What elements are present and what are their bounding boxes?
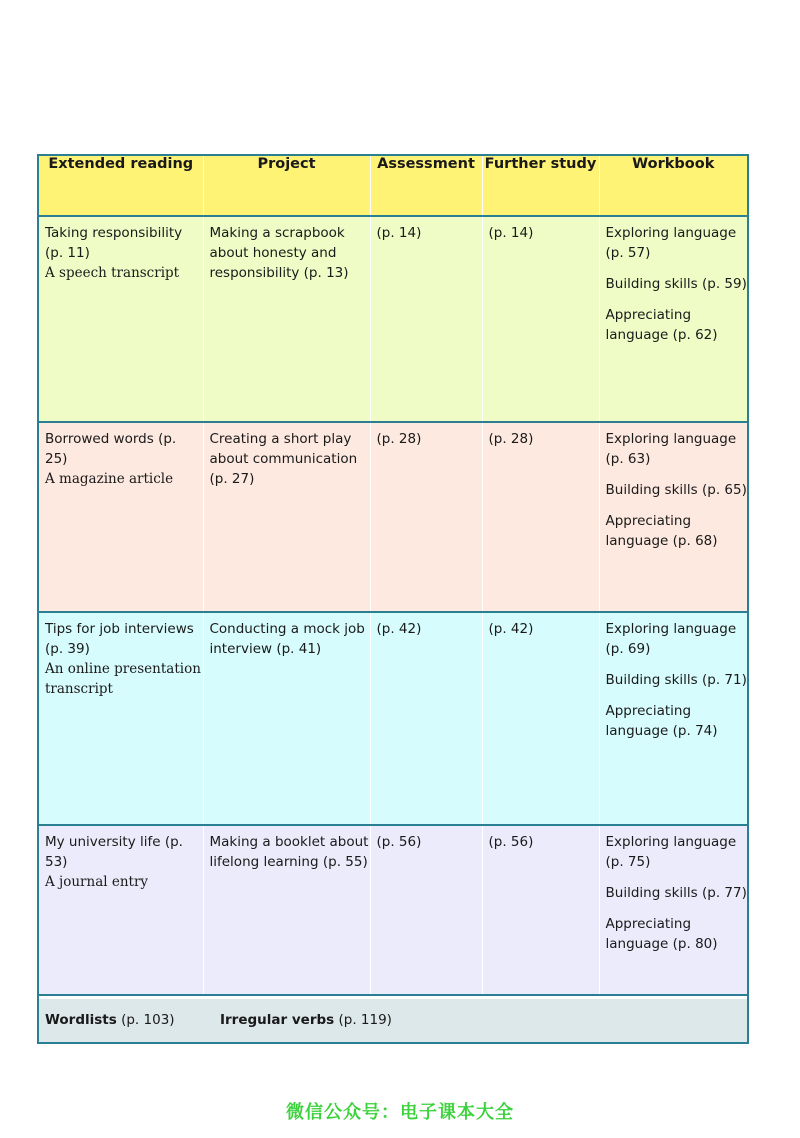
workbook-appreciating: Appreciating language (p. 62): [605, 307, 718, 343]
project-cell: [203, 612, 370, 825]
column-header-workbook: Workbook: [599, 156, 747, 216]
assessment-cell: [370, 422, 482, 612]
irregular-verbs-page: (p. 119): [338, 1012, 392, 1028]
further-study-cell: [482, 825, 599, 995]
reading-title: Borrowed words (p. 25): [45, 431, 177, 467]
contents-table: [39, 156, 747, 996]
column-header-assessment: Assessment: [370, 156, 482, 216]
assessment-page: (p. 28): [376, 431, 422, 447]
reading-type: An online presentation transcript: [45, 661, 201, 697]
workbook-building: Building skills (p. 59): [605, 276, 747, 292]
further-study-page: (p. 56): [488, 834, 534, 850]
workbook-appreciating: Appreciating language (p. 74): [605, 703, 718, 739]
reading-type: A speech transcript: [45, 265, 180, 281]
table-row: [39, 422, 747, 612]
workbook-cell: [599, 825, 747, 995]
further-study-page: (p. 28): [488, 431, 534, 447]
project-text: Making a scrapbook about honesty and responsibility (p. 13): [209, 225, 349, 281]
workbook-building: Building skills (p. 77): [605, 885, 747, 901]
assessment-cell: [370, 825, 482, 995]
project-cell: [203, 216, 370, 422]
reading-type: A magazine article: [45, 471, 174, 487]
table-row: [39, 216, 747, 422]
table-row: [39, 612, 747, 825]
contents-table-frame: [37, 154, 749, 1044]
workbook-exploring: Exploring language (p. 63): [605, 431, 737, 467]
workbook-exploring: Exploring language (p. 75): [605, 834, 737, 870]
project-text: Making a booklet about lifelong learning (p. 55): [209, 834, 369, 870]
watermark: 微信公众号：电子课本大全: [286, 1102, 514, 1123]
workbook-exploring: Exploring language (p. 57): [605, 225, 737, 261]
further-study-cell: [482, 216, 599, 422]
further-study-cell: [482, 422, 599, 612]
project-cell: [203, 422, 370, 612]
column-header-extended-reading: Extended reading: [39, 156, 203, 216]
workbook-cell: [599, 216, 747, 422]
extended-reading-cell: [39, 825, 203, 995]
extended-reading-cell: [39, 422, 203, 612]
further-study-page: (p. 14): [488, 225, 534, 241]
workbook-exploring: Exploring language (p. 69): [605, 621, 737, 657]
project-text: Creating a short play about communication (p. 27): [209, 431, 358, 487]
workbook-appreciating: Appreciating language (p. 80): [605, 916, 718, 952]
workbook-building: Building skills (p. 71): [605, 672, 747, 688]
irregular-verbs-label: Irregular verbs: [220, 1012, 335, 1028]
project-cell: [203, 825, 370, 995]
reading-title: Taking responsibility (p. 11): [45, 225, 183, 261]
extended-reading-cell: [39, 216, 203, 422]
wordlists-entry: [45, 999, 175, 1042]
assessment-cell: [370, 612, 482, 825]
assessment-page: (p. 56): [376, 834, 422, 850]
wordlists-label: Wordlists: [45, 1012, 117, 1028]
reading-title: My university life (p. 53): [45, 834, 183, 870]
column-header-project: Project: [203, 156, 370, 216]
assessment-page: (p. 14): [376, 225, 422, 241]
further-study-page: (p. 42): [488, 621, 534, 637]
workbook-cell: [599, 612, 747, 825]
assessment-page: (p. 42): [376, 621, 422, 637]
reading-title: Tips for job interviews (p. 39): [45, 621, 194, 657]
irregular-verbs-entry: [220, 999, 392, 1042]
wordlists-page: (p. 103): [121, 1012, 175, 1028]
workbook-appreciating: Appreciating language (p. 68): [605, 513, 718, 549]
workbook-cell: [599, 422, 747, 612]
assessment-cell: [370, 216, 482, 422]
extended-reading-cell: [39, 612, 203, 825]
reading-type: A journal entry: [45, 874, 149, 890]
table-header-row: [39, 156, 747, 216]
project-text: Conducting a mock job interview (p. 41): [209, 621, 365, 657]
workbook-building: Building skills (p. 65): [605, 482, 747, 498]
appendix-footer: [39, 999, 747, 1042]
table-row: [39, 825, 747, 995]
column-header-further-study: Further study: [482, 156, 599, 216]
further-study-cell: [482, 612, 599, 825]
